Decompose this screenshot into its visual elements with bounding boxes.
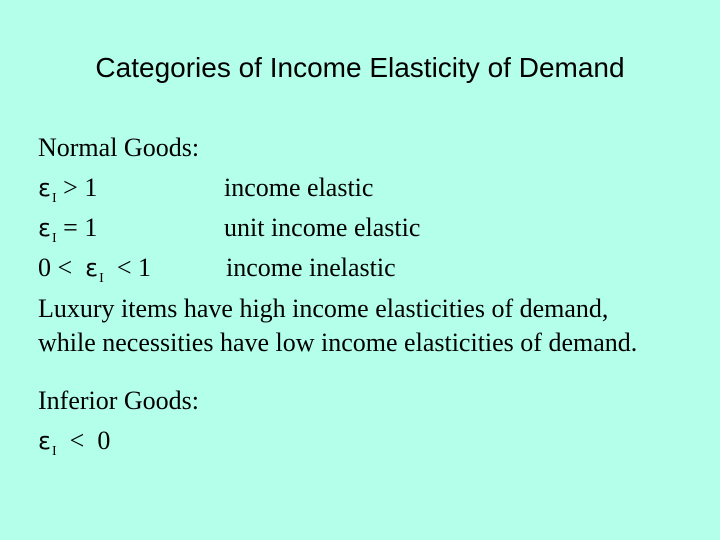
inelastic-row — [38, 253, 638, 288]
epsilon-symbol: ε — [38, 214, 51, 242]
slide-title: Categories of Income Elasticity of Demand — [95, 52, 625, 83]
luxury-note-line: Luxury items have high income elasticities of demand, — [38, 294, 609, 323]
inelastic-expression — [38, 253, 151, 286]
elastic-comparison: > 1 — [56, 173, 98, 202]
epsilon-subscript: I — [51, 444, 57, 459]
necessity-note-line: while necessities have low income elasticities of demand. — [38, 328, 638, 357]
inferior-row — [38, 426, 110, 461]
epsilon-subscript: I — [51, 191, 57, 206]
epsilon-symbol: ε — [85, 254, 99, 282]
inelastic-upper-bound: < 1 — [103, 253, 151, 282]
elastic-expression — [38, 173, 98, 206]
unit-elastic-comparison: = 1 — [56, 213, 98, 242]
inelastic-lower-bound: 0 < — [38, 253, 86, 282]
normal-goods-heading: Normal Goods: — [38, 133, 200, 162]
unit-elastic-description: unit income elastic — [224, 213, 421, 242]
epsilon-symbol: ε — [38, 174, 51, 202]
elastic-description: income elastic — [224, 173, 374, 202]
epsilon-symbol: ε — [38, 427, 51, 455]
unit-elastic-row — [38, 213, 638, 248]
unit-elastic-expression — [38, 213, 98, 246]
epsilon-subscript: I — [51, 231, 57, 246]
elastic-row — [38, 173, 638, 208]
epsilon-subscript: I — [99, 271, 104, 286]
inelastic-description: income inelastic — [226, 253, 396, 282]
inferior-comparison: < 0 — [56, 426, 111, 455]
inferior-goods-heading: Inferior Goods: — [38, 386, 200, 415]
